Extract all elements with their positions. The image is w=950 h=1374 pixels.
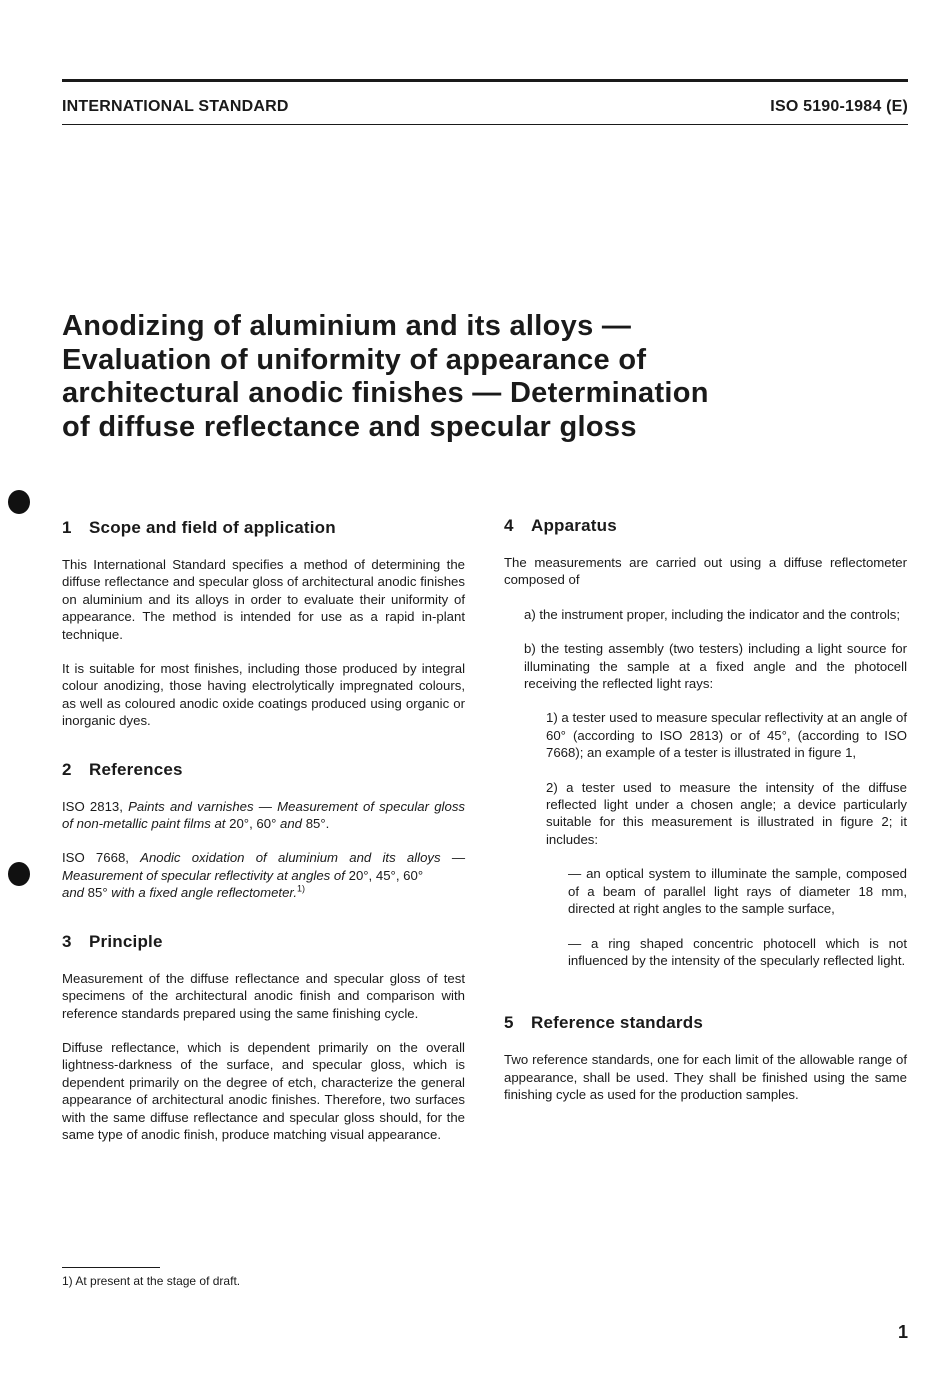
ref2-and: and: [62, 885, 88, 901]
ref2-last-angle: 85°: [87, 885, 108, 901]
reference-iso-7668: [62, 849, 465, 901]
footnote-rule: [62, 1267, 160, 1268]
header-left: INTERNATIONAL STANDARD: [62, 98, 289, 115]
section-4-number: 4: [504, 516, 514, 535]
reference-iso-2813: [62, 798, 465, 833]
title-line-4: of diffuse reflectance and specular gloss: [62, 410, 637, 443]
ref1-code: ISO 2813,: [62, 798, 129, 814]
apparatus-dash-2: — a ring shaped concentric photocell which is not influenced by the intensity of the specularly reflected light.: [568, 935, 907, 968]
section-5-title: Reference standards: [531, 1013, 703, 1033]
page-number: 1: [898, 1322, 909, 1342]
title-line-2: Evaluation of uniformity of appearance of: [62, 343, 647, 376]
header-right: ISO 5190-1984 (E): [770, 98, 908, 115]
ref1-angles: 20°, 60°: [229, 816, 277, 832]
section-3-paragraph-2: Diffuse reflectance, which is dependent primarily on the overall lightness-darkness of the surface, and specular gloss, which is dependent primarily on the degree of etch, characterize the general appearance of architectural anodic finishes. Therefore, two surfaces with the same diffuse reflectance and specular gloss should, for the same type of anodic finish, produce matching visual appearance.: [62, 1039, 465, 1142]
section-1-title: Scope and field of application: [89, 518, 336, 537]
title-line-1: Anodizing of aluminium and its alloys —: [62, 310, 632, 342]
apparatus-item-b: b) the testing assembly (two testers) including a light source for illuminating the sample at a fixed angle and the photocell receiving the reflected light rays:: [524, 641, 907, 692]
ref1-and: and: [276, 816, 306, 832]
ref1-title: Paints and varnishes — Measurement of specular gloss of non-metallic paint films at: [62, 798, 466, 832]
section-2-heading: [62, 760, 465, 780]
section-3-title: Principle: [89, 931, 163, 951]
punch-hole-mark-top: [8, 490, 30, 514]
header-rule-bottom: [62, 124, 908, 125]
section-4-title: Apparatus: [531, 516, 617, 535]
footnote: 1) At present at the stage of draft.: [62, 1274, 241, 1288]
footnote-mark: 1): [296, 883, 305, 894]
section-3-paragraph-1: Measurement of the diffuse reflectance and specular gloss of test specimens of the architectural anodic finish and comparison with reference standards prepared using the same finishing cycle.: [62, 970, 465, 1021]
section-1-number: 1: [62, 518, 72, 537]
title-line-3: architectural anodic finishes — Determination: [62, 377, 709, 409]
ref1-last-angle: 85°: [305, 816, 326, 832]
ref1-end: .: [325, 816, 330, 832]
section-1-heading: [62, 518, 465, 538]
punch-hole-mark-bottom: [8, 862, 30, 886]
apparatus-item-b2: 2) a tester used to measure the intensity of the diffuse reflected light under a chosen angle; a device particularly suitable for this measurement is illustrated in figure 2; it includes:: [546, 779, 907, 847]
ref2-tail: with a fixed angle reflectometer.: [107, 885, 297, 901]
section-1-paragraph-1: This International Standard specifies a method of determining the diffuse reflectance and specular gloss of architectural anodic finishes on aluminium and its alloys in order to evaluate their uniformity of appearance. The method is intended for use as a rapid in-plant technique.: [62, 557, 465, 642]
section-5-paragraph-1: Two reference standards, one for each limit of the allowable range of appearance, shall be used. They shall be finished using the same finishing cycle as used for the production samples.: [504, 1052, 907, 1103]
apparatus-item-b1: 1) a tester used to measure specular reflectivity at an angle of 60° (according to ISO 2813) or of 45°, (according to ISO 7668); an example of a tester is illustrated in figure 1,: [546, 710, 907, 761]
section-1-paragraph-2: It is suitable for most finishes, including those produced by integral colour anodizing, those having electrolytically impregnated colours, as well as coloured anodic oxide coatings produced using organic or inorganic dyes.: [62, 661, 465, 729]
section-3-number: 3: [62, 931, 72, 951]
apparatus-dash-1: — an optical system to illuminate the sample, composed of a beam of parallel light rays of diameter 18 mm, directed at right angles to the sample surface,: [568, 866, 907, 917]
section-2-title: References: [89, 759, 183, 779]
left-column: [62, 518, 465, 1160]
section-2-number: 2: [62, 759, 72, 779]
ref2-angles: 20°, 45°, 60°: [348, 867, 424, 883]
document-title: [62, 310, 822, 444]
section-4-heading: [504, 516, 907, 536]
header-rule-top: [62, 79, 908, 82]
apparatus-item-a: a) the instrument proper, including the indicator and the controls;: [524, 606, 901, 622]
section-5-number: 5: [504, 1013, 514, 1033]
right-column: [504, 516, 907, 1121]
section-3-heading: [62, 932, 465, 952]
section-5-heading: [504, 1013, 907, 1033]
ref2-title: Anodic oxidation of aluminium and its alloys — Measurement of specular reflectivity at angles of: [62, 850, 466, 883]
ref2-code: ISO 7668,: [62, 850, 141, 866]
section-4-intro: The measurements are carried out using a diffuse reflectometer composed of: [504, 555, 907, 588]
